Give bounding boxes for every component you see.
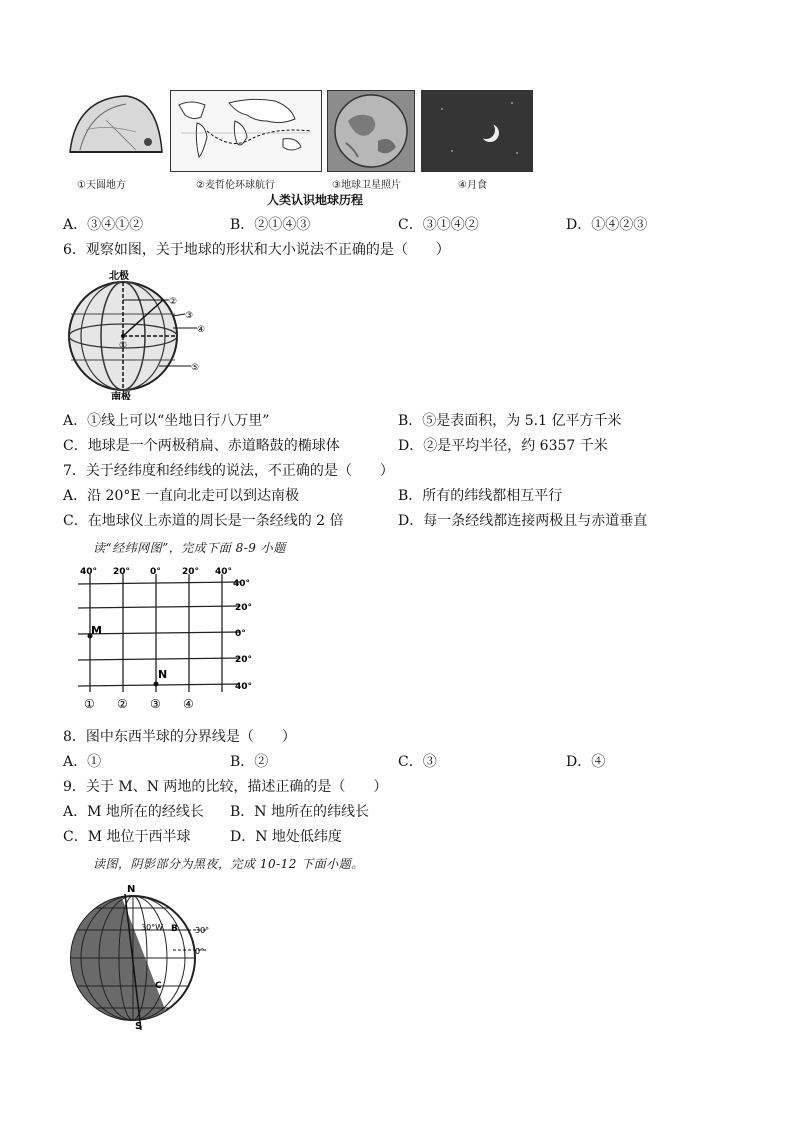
lat-0-label: 0° bbox=[195, 947, 205, 956]
q7-stem: 7．关于经纬度和经纬线的说法，不正确的是（ ） bbox=[63, 463, 394, 479]
q6-option-c: C．地球是一个两极稍扁、赤道略鼓的椭球体 bbox=[63, 438, 340, 454]
q5-option-d: D．①④②③ bbox=[566, 217, 648, 233]
q9-option-c: C．M 地位于西半球 bbox=[63, 829, 191, 845]
top-label-3: 0° bbox=[150, 567, 161, 577]
south-label: S bbox=[135, 1021, 143, 1030]
bottom-label-2: ② bbox=[117, 697, 128, 711]
q6-globe-figure bbox=[63, 270, 213, 400]
marker-4: ④ bbox=[197, 325, 206, 335]
right-label-1: 40° bbox=[233, 579, 251, 589]
right-label-3: 0° bbox=[235, 629, 246, 639]
q5-option-c: C．③①④② bbox=[398, 217, 479, 233]
right-label-4: 20° bbox=[235, 655, 253, 665]
photo-map bbox=[170, 90, 322, 172]
q9-stem: 9．关于 M、N 两地的比较，描述正确的是（ ） bbox=[63, 779, 388, 795]
top-label-2: 20° bbox=[113, 567, 131, 577]
marker-2: ② bbox=[169, 297, 178, 307]
q8-option-a: A．① bbox=[63, 754, 102, 770]
earth-satellite-image bbox=[328, 91, 414, 171]
q8-stem: 8．图中东西半球的分界线是（ ） bbox=[63, 729, 296, 745]
marker-3: ③ bbox=[185, 311, 194, 321]
top-label-5: 40° bbox=[215, 567, 233, 577]
bottom-label-4: ④ bbox=[183, 697, 194, 711]
world-map-image bbox=[171, 91, 321, 171]
globe-size-diagram bbox=[63, 270, 213, 400]
day-night-diagram bbox=[63, 880, 223, 1030]
lat-lon-grid-figure bbox=[70, 562, 270, 722]
q7-option-a: A．沿 20°E 一直向北走可以到达南极 bbox=[63, 488, 300, 504]
point-m-label: M bbox=[91, 624, 102, 637]
photo-eclipse bbox=[421, 90, 533, 172]
caption-2: ②麦哲伦环球航行 bbox=[196, 180, 275, 191]
lat-30-label: 30° bbox=[195, 926, 210, 935]
q8-option-d: D．④ bbox=[566, 754, 606, 770]
north-pole-label: 北极 bbox=[109, 271, 129, 282]
q5-option-a: A．③④①② bbox=[63, 217, 144, 233]
note-10-12: 读图，阴影部分为黑夜，完成 10-12 下面小题。 bbox=[93, 857, 364, 871]
history-figure-title: 人类认识地球历程 bbox=[267, 193, 364, 207]
marker-5: ⑤ bbox=[191, 363, 200, 373]
q6-option-b: B．⑤是表面积，为 5.1 亿平方千米 bbox=[398, 413, 622, 429]
note-8-9: 读“经纬网图”，完成下面 8-9 小题 bbox=[93, 541, 286, 555]
lunar-eclipse-image bbox=[422, 91, 532, 171]
q9-option-d: D．N 地处低纬度 bbox=[230, 829, 342, 845]
caption-3: ③地球卫星照片 bbox=[332, 180, 401, 191]
q9-option-b: B．N 地所在的纬线长 bbox=[230, 804, 369, 820]
grid-diagram bbox=[70, 562, 270, 722]
caption-1: ①天圆地方 bbox=[77, 180, 126, 191]
point-n-label: N bbox=[158, 668, 168, 681]
top-label-4: 20° bbox=[182, 567, 200, 577]
q6-stem: 6．观察如图，关于地球的形状和大小说法不正确的是（ ） bbox=[63, 242, 450, 258]
south-pole-label: 南极 bbox=[111, 392, 131, 400]
q7-option-c: C．在地球仪上赤道的周长是一条经线的 2 倍 bbox=[63, 513, 344, 529]
dome-image bbox=[66, 90, 164, 170]
right-label-5: 40° bbox=[235, 682, 253, 692]
q8-option-c: C．③ bbox=[398, 754, 437, 770]
q6-option-d: D．②是平均半径，约 6357 千米 bbox=[398, 438, 608, 454]
bottom-label-1: ① bbox=[84, 697, 95, 711]
marker-1: ① bbox=[119, 341, 128, 351]
top-label-1: 40° bbox=[80, 567, 98, 577]
q6-option-a: A．①线上可以“坐地日行八万里” bbox=[63, 413, 270, 429]
bottom-label-3: ③ bbox=[150, 697, 161, 711]
photo-dome bbox=[66, 90, 164, 170]
q7-option-d: D．每一条经线都连接两极且与赤道垂直 bbox=[398, 513, 648, 529]
point-c-label: C bbox=[155, 981, 162, 991]
photo-satellite bbox=[327, 90, 415, 172]
day-night-globe-figure bbox=[63, 880, 223, 1030]
caption-4: ④月食 bbox=[458, 180, 487, 191]
q5-option-b: B．②①④③ bbox=[230, 217, 311, 233]
q8-option-b: B．② bbox=[230, 754, 269, 770]
right-label-2: 20° bbox=[235, 603, 253, 613]
point-b-label: B bbox=[171, 924, 178, 934]
point-n bbox=[154, 682, 159, 687]
q7-option-b: B．所有的纬线都相互平行 bbox=[398, 488, 563, 504]
q9-option-a: A．M 地所在的经线长 bbox=[63, 804, 204, 820]
north-label: N bbox=[127, 884, 136, 895]
lon-30w-label: 30°W bbox=[141, 923, 164, 932]
